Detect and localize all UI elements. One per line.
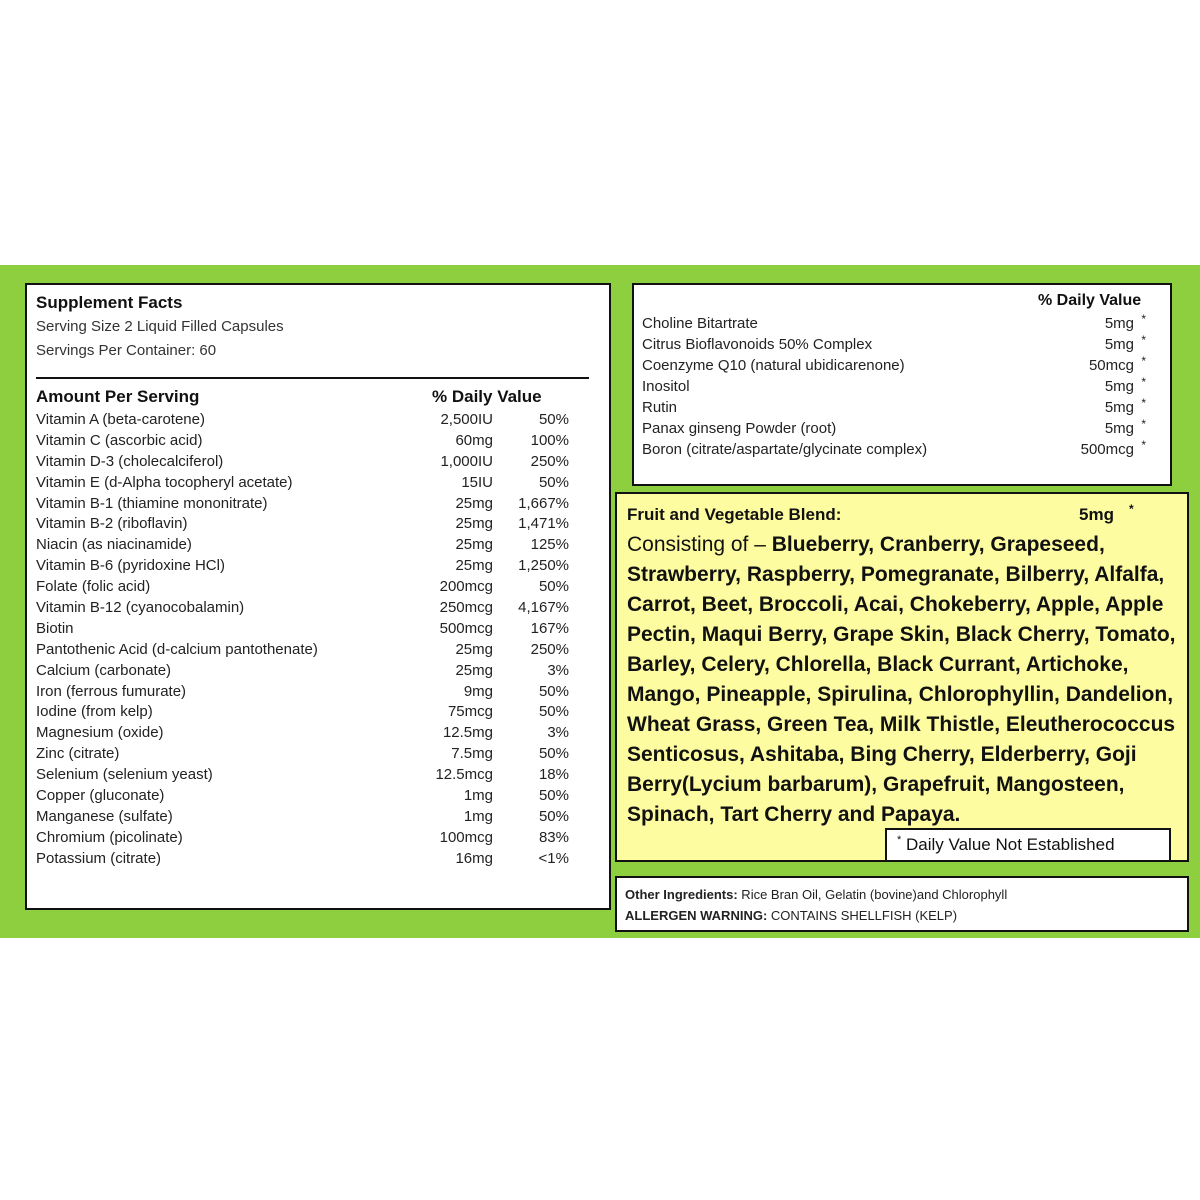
nutrient-name: Biotin — [36, 619, 74, 637]
extra-ingredient-name: Rutin — [642, 399, 678, 416]
extra-ingredient-name: Inositol — [642, 378, 690, 395]
nutrient-row — [36, 534, 599, 555]
nutrient-daily-value: 1,471% — [518, 515, 569, 533]
nutrient-amount: 500mcg — [439, 619, 493, 637]
nutrient-daily-value: 125% — [530, 536, 569, 554]
nutrient-amount: 75mcg — [447, 703, 493, 721]
nutrient-daily-value: 1,250% — [518, 557, 569, 575]
nutrient-daily-value: 18% — [538, 766, 569, 784]
extra-ingredient-amount: 5mg — [1104, 399, 1134, 416]
nutrient-daily-value: 50% — [538, 578, 569, 596]
extra-ingredient-name: Boron (citrate/aspartate/glycinate complex) — [642, 441, 928, 458]
nutrient-daily-value: 50% — [538, 745, 569, 763]
supplement-facts-title: Supplement Facts — [36, 293, 183, 312]
nutrient-name: Potassium (citrate) — [36, 849, 162, 867]
note-text: Daily Value Not Established — [906, 835, 1115, 854]
extra-ingredient-asterisk: * — [1141, 417, 1146, 431]
extra-ingredient-row — [642, 313, 1170, 334]
nutrient-amount: 2,500IU — [440, 411, 493, 428]
nutrient-daily-value: 1,667% — [518, 494, 569, 512]
nutrient-row — [36, 513, 599, 534]
nutrient-name: Magnesium (oxide) — [36, 724, 164, 742]
nutrient-amount: 60mg — [455, 431, 493, 449]
other-ingredients-panel — [615, 876, 1189, 932]
nutrient-name: Manganese (sulfate) — [36, 807, 173, 825]
nutrient-daily-value: 50% — [538, 411, 569, 428]
nutrient-amount: 25mg — [455, 515, 493, 533]
nutrient-row — [36, 472, 599, 493]
serving-size: Serving Size 2 Liquid Filled Capsules — [36, 318, 284, 335]
extra-ingredient-asterisk: * — [1141, 333, 1146, 347]
extra-ingredient-list — [642, 313, 1170, 460]
nutrient-amount: 1mg — [463, 807, 493, 825]
nutrient-list — [36, 409, 599, 869]
nutrient-row — [36, 848, 599, 869]
blend-amount: 5mg — [1079, 505, 1114, 524]
daily-value-note — [885, 828, 1171, 862]
nutrient-row — [36, 701, 599, 722]
other-ingredients-text: Rice Bran Oil, Gelatin (bovine)and Chlorophyll — [737, 887, 1008, 902]
nutrient-daily-value: 50% — [538, 682, 569, 700]
nutrient-row — [36, 451, 599, 472]
nutrient-name: Vitamin B-2 (riboflavin) — [36, 515, 188, 533]
nutrient-daily-value: 250% — [530, 452, 569, 470]
additional-ingredients-panel — [632, 283, 1172, 486]
extra-ingredient-amount: 5mg — [1104, 336, 1134, 353]
nutrient-amount: 1,000IU — [440, 452, 493, 470]
blend-title: Fruit and Vegetable Blend: — [627, 505, 842, 524]
nutrient-amount: 100mcg — [439, 828, 493, 846]
nutrient-row — [36, 722, 599, 743]
nutrient-name: Vitamin A (beta-carotene) — [36, 411, 205, 428]
nutrient-row — [36, 409, 599, 430]
nutrient-daily-value: 50% — [538, 787, 569, 805]
nutrient-amount: 25mg — [455, 536, 493, 554]
nutrient-row — [36, 681, 599, 702]
daily-value-header: % Daily Value — [432, 387, 542, 406]
nutrient-amount: 12.5mcg — [435, 766, 493, 784]
nutrient-daily-value: 3% — [547, 724, 569, 742]
allergen-warning-label: ALLERGEN WARNING: — [625, 908, 768, 923]
nutrient-amount: 25mg — [455, 661, 493, 679]
blend-ingredients — [627, 530, 1177, 830]
nutrient-name: Vitamin B-6 (pyridoxine HCl) — [36, 557, 225, 575]
nutrient-amount: 7.5mg — [451, 745, 493, 763]
nutrient-row — [36, 555, 599, 576]
nutrient-name: Chromium (picolinate) — [36, 828, 183, 846]
blend-lead: Consisting of – — [627, 533, 772, 556]
extra-ingredient-row — [642, 418, 1170, 439]
nutrient-amount: 250mcg — [439, 599, 493, 617]
nutrient-name: Iodine (from kelp) — [36, 703, 153, 721]
extra-ingredient-asterisk: * — [1141, 396, 1146, 410]
nutrient-row — [36, 785, 599, 806]
nutrient-amount: 12.5mg — [442, 724, 493, 742]
nutrient-row — [36, 660, 599, 681]
nutrient-row — [36, 806, 599, 827]
nutrient-amount: 25mg — [455, 640, 493, 658]
nutrient-name: Pantothenic Acid (d-calcium pantothenate) — [36, 640, 318, 658]
nutrient-amount: 15IU — [461, 473, 493, 491]
extra-ingredient-amount: 5mg — [1104, 315, 1134, 332]
extra-ingredient-amount: 50mcg — [1088, 357, 1134, 374]
divider — [36, 377, 589, 379]
nutrient-name: Copper (gluconate) — [36, 787, 165, 805]
nutrient-name: Vitamin B-12 (cyanocobalamin) — [36, 599, 245, 617]
supplement-facts-panel — [25, 283, 611, 910]
extra-ingredient-name: Choline Bitartrate — [642, 315, 758, 332]
extra-ingredient-row — [642, 355, 1170, 376]
nutrient-amount: 25mg — [455, 494, 493, 512]
blend-header — [627, 500, 1177, 530]
nutrient-amount: 1mg — [463, 787, 493, 805]
nutrient-row — [36, 764, 599, 785]
extra-ingredient-name: Panax ginseng Powder (root) — [642, 420, 837, 437]
nutrient-row — [36, 743, 599, 764]
nutrient-daily-value: 167% — [530, 619, 569, 637]
nutrient-name: Zinc (citrate) — [36, 745, 120, 763]
nutrient-daily-value: 250% — [530, 640, 569, 658]
nutrient-name: Folate (folic acid) — [36, 578, 151, 596]
nutrient-name: Vitamin E (d-Alpha tocopheryl acetate) — [36, 473, 293, 491]
extra-ingredient-name: Citrus Bioflavonoids 50% Complex — [642, 336, 873, 353]
nutrient-row — [36, 597, 599, 618]
nutrient-name: Niacin (as niacinamide) — [36, 536, 192, 554]
blend-ingredient-text: Blueberry, Cranberry, Grapeseed, Strawberry, Raspberry, Pomegranate, Bilberry, Alfalfa, Carrot, Beet, Broccoli, Acai, Chokeberry, Apple, Apple Pectin, Maqui Berry, Grape Skin, Black Cherry, Tomato, Barley, Celery, Chlorella, Black Currant, Artichoke, Mango, Pineapple, Spirulina, Chlorophyllin, Dandelion, Wheat Grass, Green Tea, Milk Thistle, Eleutherococcus Senticosus, Ashitaba, Bing Cherry, Elderberry, Goji Berry(Lycium barbarum), Grapefruit, Mangosteen, Spinach, Tart Cherry and Papaya. — [627, 533, 1176, 826]
nutrient-daily-value: 83% — [538, 828, 569, 846]
other-ingredients-line — [625, 884, 1187, 905]
extra-daily-value-header: % Daily Value — [1038, 292, 1142, 309]
extra-ingredient-row — [642, 397, 1170, 418]
nutrient-name: Calcium (carbonate) — [36, 661, 172, 679]
extra-ingredient-amount: 5mg — [1104, 420, 1134, 437]
nutrient-amount: 9mg — [463, 682, 493, 700]
nutrient-daily-value: 100% — [530, 431, 569, 449]
extra-ingredient-asterisk: * — [1141, 312, 1146, 326]
nutrient-daily-value: 4,167% — [518, 599, 569, 617]
nutrient-daily-value: 50% — [538, 473, 569, 491]
nutrient-amount: 200mcg — [439, 578, 493, 596]
extra-ingredient-row — [642, 334, 1170, 355]
blend-asterisk: * — [1129, 502, 1134, 516]
nutrient-row — [36, 639, 599, 660]
allergen-warning-text: CONTAINS SHELLFISH (KELP) — [767, 908, 958, 923]
extra-ingredient-asterisk: * — [1141, 375, 1146, 389]
nutrient-name: Vitamin C (ascorbic acid) — [36, 431, 203, 449]
nutrient-name: Selenium (selenium yeast) — [36, 766, 213, 784]
allergen-warning-line — [625, 905, 1187, 926]
extra-ingredient-name: Coenzyme Q10 (natural ubidicarenone) — [642, 357, 905, 374]
nutrient-name: Vitamin B-1 (thiamine mononitrate) — [36, 494, 268, 512]
extra-ingredient-row — [642, 376, 1170, 397]
facts-header — [36, 385, 599, 409]
nutrient-row — [36, 430, 599, 451]
nutrient-row — [36, 618, 599, 639]
nutrient-row — [36, 827, 599, 848]
extra-ingredient-asterisk: * — [1141, 438, 1146, 452]
extra-ingredient-row — [642, 439, 1170, 460]
nutrient-name: Vitamin D-3 (cholecalciferol) — [36, 452, 224, 470]
amount-per-serving-header: Amount Per Serving — [36, 387, 200, 406]
other-ingredients-label: Other Ingredients: — [625, 887, 738, 902]
note-asterisk: * — [897, 834, 902, 846]
nutrient-row — [36, 493, 599, 514]
nutrient-daily-value: 50% — [538, 703, 569, 721]
fruit-vegetable-blend-panel — [615, 492, 1189, 862]
nutrient-amount: 16mg — [455, 849, 493, 867]
extra-ingredient-asterisk: * — [1141, 354, 1146, 368]
nutrient-daily-value: 3% — [547, 661, 569, 679]
nutrient-row — [36, 576, 599, 597]
nutrient-daily-value: <1% — [538, 849, 569, 867]
extra-ingredient-amount: 500mcg — [1080, 441, 1134, 458]
extra-dv-header — [642, 289, 1170, 313]
nutrient-amount: 25mg — [455, 557, 493, 575]
nutrient-name: Iron (ferrous fumurate) — [36, 682, 187, 700]
extra-ingredient-amount: 5mg — [1104, 378, 1134, 395]
nutrient-daily-value: 50% — [538, 807, 569, 825]
servings-per-container: Servings Per Container: 60 — [36, 342, 217, 359]
